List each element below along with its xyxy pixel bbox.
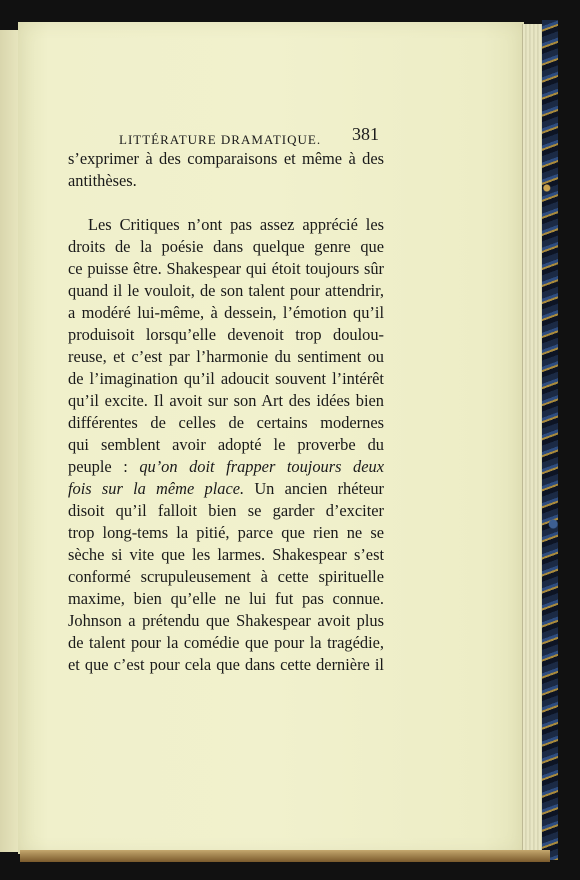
text-line-proverb: [68, 479, 384, 501]
text-line: s’exprimer à des comparaisons et même à des: [68, 149, 384, 168]
text-line: de l’imagination qu’il adoucit souvent l’intérêt: [68, 369, 384, 388]
text-line: qu’il excite. Il avoit sur son Art des idées bien: [68, 391, 384, 410]
text-line: Johnson a prétendu que Shakespear avoit plus: [68, 611, 384, 630]
text-line: conformé scrupuleusement à cette spirituelle: [68, 567, 384, 586]
text-line: quand il le vouloit, de son talent pour attendrir,: [68, 281, 384, 300]
text-line: ce puisse être. Shakespear qui étoit toujours sûr: [68, 259, 384, 278]
text-line: Les Critiques n’ont pas assez apprécié les: [88, 215, 384, 234]
text-line: qui semblent avoir adopté le proverbe du: [68, 435, 384, 454]
text-line: et que c’est pour cela que dans cette dernière il: [68, 655, 384, 674]
text-line: produisoit lorsqu’elle devenoit trop doulou-: [68, 325, 384, 344]
book-bottom-edge: [20, 850, 550, 862]
text-line: maxime, bien qu’elle ne lui fut pas connue.: [68, 589, 384, 608]
running-header: [119, 128, 389, 150]
text-line-proverb: [68, 457, 384, 479]
text-line: de talent pour la comédie que pour la tragédie,: [68, 633, 384, 652]
text-line: droits de la poésie dans quelque genre que: [68, 237, 384, 256]
running-title: LITTÉRATURE DRAMATIQUE.: [119, 132, 322, 147]
text-segment: Un ancien rhéteur: [244, 479, 384, 498]
text-line: différentes de celles de certains modernes: [68, 413, 384, 432]
marbled-cover-edge: [542, 20, 558, 860]
text-line: sèche si vite que les larmes. Shakespear s’est: [68, 545, 384, 564]
text-line: reuse, et c’est par l’harmonie du sentiment ou: [68, 347, 384, 366]
proverb-italic: fois sur la même place.: [68, 479, 245, 498]
text-line: a modéré lui-même, à dessein, l’émotion qu’il: [68, 303, 384, 322]
proverb-italic: qu’on doit frapper toujours deux: [139, 457, 384, 476]
text-line: antithèses.: [68, 171, 137, 190]
text-line: trop long-tems la pitié, parce que rien ne se: [68, 523, 384, 542]
text-segment: peuple :: [68, 457, 140, 476]
text-line: disoit qu’il falloit bien se garder d’exciter: [68, 501, 384, 520]
page-number: 381: [352, 124, 379, 144]
